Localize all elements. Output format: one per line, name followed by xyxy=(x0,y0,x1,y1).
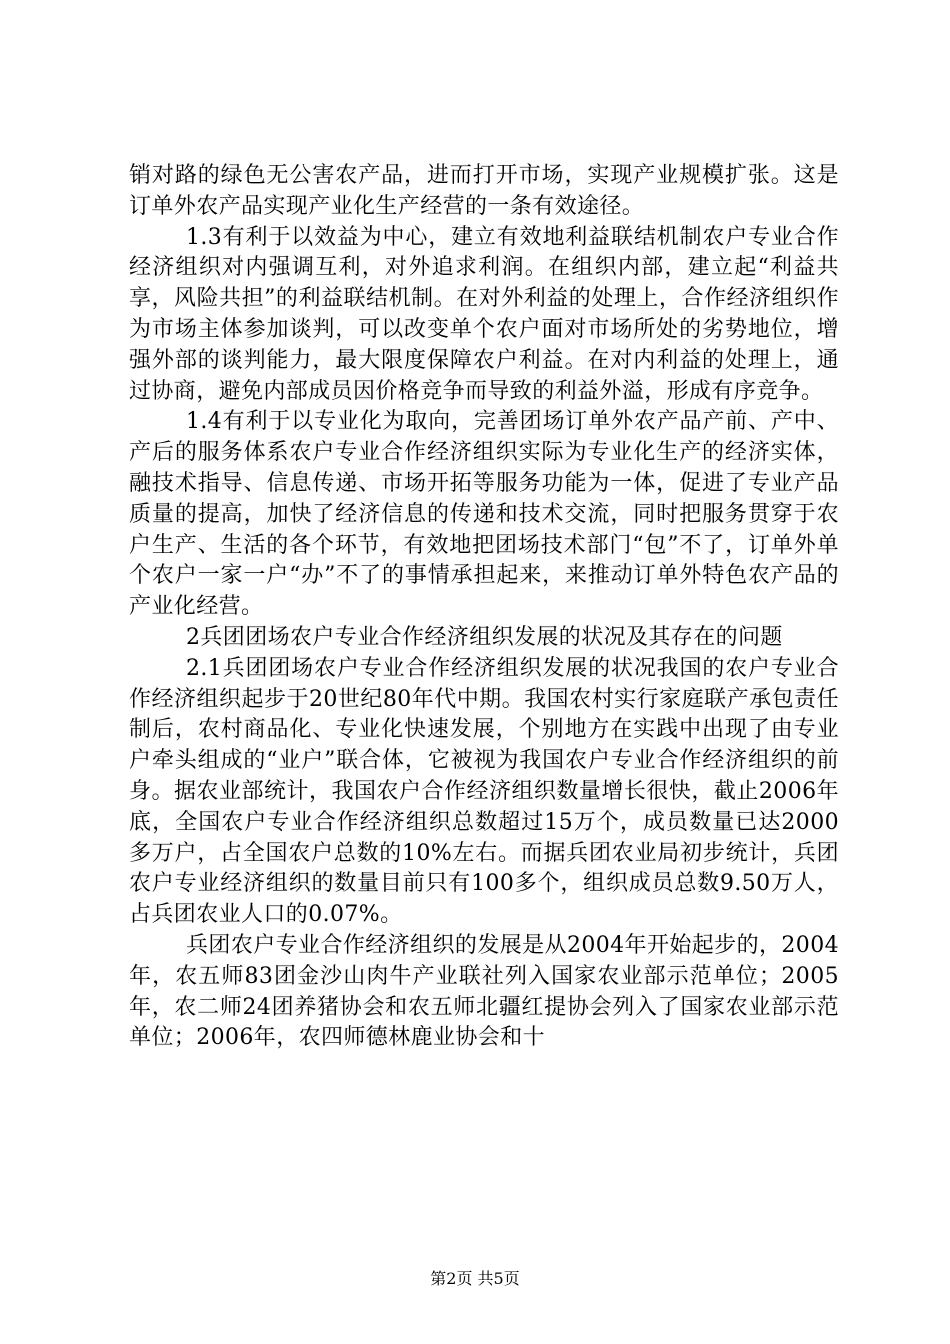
body-text xyxy=(129,161,839,1054)
paragraph-development: 兵团农户专业合作经济组织的发展是从2004年开始起步的，2004年，农五师83团金沙山肉牛产业联社列入国家农业部示范单位；2005年，农二师24团养猪协会和农五师北疆红提协会列入了国家农业部示范单位；2006年，农四师德林鹿业协会和十 xyxy=(129,932,839,1051)
section-heading-2: 2兵团团场农户专业合作经济组织发展的状况及其存在的问题 xyxy=(186,624,783,650)
paragraph-2-1: 2.1兵团团场农户专业合作经济组织发展的状况我国的农户专业合作经济组织起步于20世纪80年代中期。我国农村实行家庭联产承包责任制后，农村商品化、专业化快速发展，个别地方在实践中出现了由专业户牵头组成的“业户”联合体，它被视为我国农户专业合作经济组织的前身。据农业部统计，我国农户合作经济组织数量增长很快，截止2006年底，全国农户专业合作经济组织总数超过15万个，成员数量已达2000多万户，占全国农户总数的10%左右。而据兵团农业局初步统计，兵团农户专业经济组织的数量目前只有100多个，组织成员总数9.50万人，占兵团农业人口的0.07%。 xyxy=(129,655,839,928)
paragraph-continuation: 销对路的绿色无公害农产品，进而打开市场，实现产业规模扩张。这是订单外农产品实现产业化生产经营的一条有效途径。 xyxy=(129,163,839,219)
page-footer: 第2页 共5页 xyxy=(430,1269,520,1288)
paragraph-1-4: 1.4有利于以专业化为取向，完善团场订单外农产品产前、产中、产后的服务体系农户专业合作经济组织实际为专业化生产的经济实体，融技术指导、信息传递、市场开拓等服务功能为一体，促进了专业产品质量的提高，加快了经济信息的传递和技术交流，同时把服务贯穿于农户生产、生活的各个环节，有效地把团场技术部门“包”不了，订单外单个农户一家一户“办”不了的事情承担起来，来推动订单外特色农产品的产业化经营。 xyxy=(129,409,839,620)
paragraph-1-3: 1.3有利于以效益为中心，建立有效地利益联结机制农户专业合作经济组织对内强调互利，对外追求利润。在组织内部，建立起“利益共享，风险共担”的利益联结机制。在对外利益的处理上，合作经济组织作为市场主体参加谈判，可以改变单个农户面对市场所处的劣势地位，增强外部的谈判能力，最大限度保障农户利益。在对内利益的处理上，通过协商，避免内部成员因价格竞争而导致的利益外溢，形成有序竞争。 xyxy=(129,224,839,404)
